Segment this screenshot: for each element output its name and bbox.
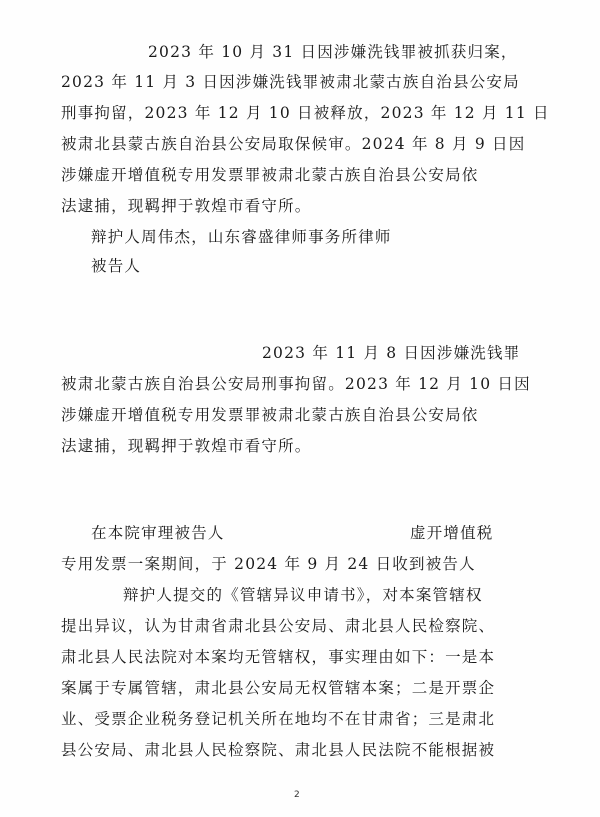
text-line: 虚开增值税: [410, 524, 494, 542]
text-line: 专用发票一案期间，于 2024 年 9 月 24 日收到被告人: [61, 555, 476, 573]
text-line: 涉嫌虚开增值税专用发票罪被肃北蒙古族自治县公安局依: [61, 166, 479, 184]
text-line: 2023 年 11 月 3 日因涉嫌洗钱罪被肃北蒙古族自治县公安局: [61, 73, 520, 91]
text-line: 刑事拘留，2023 年 12 月 10 日被释放，2023 年 12 月 11 日: [61, 104, 550, 122]
text-line: 县公安局、肃北县人民检察院、肃北县人民法院不能根据被: [61, 741, 496, 759]
text-line: 被肃北县蒙古族自治县公安局取保候审。2024 年 8 月 9 日因: [61, 135, 526, 153]
text-line: 肃北县人民法院对本案均无管辖权，事实理由如下：一是本: [61, 648, 496, 666]
text-line: 涉嫌虚开增值税专用发票罪被肃北蒙古族自治县公安局依: [61, 406, 479, 424]
defendant-label: 被告人: [91, 257, 142, 275]
text-line: 案属于专属管辖，肃北县公安局无权管辖本案；二是开票企: [61, 679, 496, 697]
text-line: 提出异议，认为甘肃省肃北县公安局、肃北县人民检察院、: [61, 617, 496, 635]
text-line: 被肃北蒙古族自治县公安局刑事拘留。2023 年 12 月 10 日因: [61, 375, 531, 393]
text-line: 2023 年 11 月 8 日因涉嫌洗钱罪: [262, 344, 521, 362]
text-line: 法逮捕，现羁押于敦煌市看守所。: [61, 197, 312, 215]
text-line: 辩护人提交的《管辖异议申请书》，对本案管辖权: [123, 586, 483, 604]
text-line: 业、受票企业税务登记机关所在地均不在甘肃省；三是肃北: [61, 710, 496, 728]
text-line: 在本院审理被告人: [91, 524, 225, 542]
text-line: 法逮捕，现羁押于敦煌市看守所。: [61, 437, 312, 455]
defender-line: 辩护人周伟杰，山东睿盛律师事务所律师: [91, 228, 392, 246]
page-number: 2: [294, 790, 300, 800]
text-line: 2023 年 10 月 31 日因涉嫌洗钱罪被抓获归案，: [148, 43, 518, 61]
